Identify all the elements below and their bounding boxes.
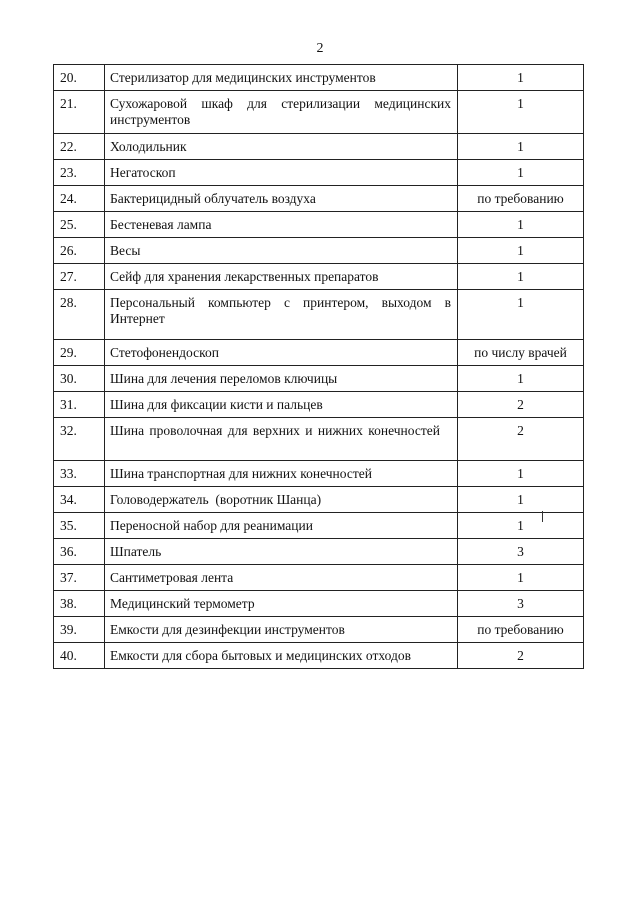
- item-name: Емкости для сбора бытовых и медицинских отходов: [105, 643, 458, 669]
- page-number: 2: [316, 41, 324, 56]
- row-number: 22.: [54, 134, 105, 160]
- item-quantity: 1: [458, 65, 584, 91]
- row-number: 35.: [54, 513, 105, 539]
- row-number: 27.: [54, 264, 105, 290]
- table-row: [54, 643, 584, 669]
- item-name: Бактерицидный облучатель воздуха: [105, 186, 458, 212]
- item-quantity: 1: [458, 238, 584, 264]
- item-name: Стетофонендоскоп: [105, 340, 458, 366]
- row-number: 20.: [54, 65, 105, 91]
- row-number: 38.: [54, 591, 105, 617]
- row-number: 29.: [54, 340, 105, 366]
- row-number: 33.: [54, 461, 105, 487]
- item-name: Шпатель: [105, 539, 458, 565]
- item-quantity: 1: [458, 160, 584, 186]
- row-number: 37.: [54, 565, 105, 591]
- row-number: 34.: [54, 487, 105, 513]
- row-number: 26.: [54, 238, 105, 264]
- item-name: Емкости для дезинфекции инструментов: [105, 617, 458, 643]
- table-row: [54, 617, 584, 643]
- table-row: [54, 238, 584, 264]
- table-row: [54, 290, 584, 340]
- item-name: Бестеневая лампа: [105, 212, 458, 238]
- row-number: 28.: [54, 290, 105, 340]
- table-row: [54, 392, 584, 418]
- table-row: [54, 539, 584, 565]
- item-name: Шина транспортная для нижних конечностей: [105, 461, 458, 487]
- item-name: Сантиметровая лента: [105, 565, 458, 591]
- table-row: [54, 366, 584, 392]
- table-row: [54, 212, 584, 238]
- table-row: [54, 565, 584, 591]
- item-name: Персональный компьютер с принтером, выходом в Интернет: [105, 290, 458, 340]
- item-name: Сейф для хранения лекарственных препаратов: [105, 264, 458, 290]
- item-quantity: 1: [458, 212, 584, 238]
- pen-mark: [542, 511, 543, 522]
- item-name: Весы: [105, 238, 458, 264]
- item-quantity: по числу врачей: [458, 340, 584, 366]
- item-name: Стерилизатор для медицинских инструментов: [105, 65, 458, 91]
- item-quantity: 1: [458, 264, 584, 290]
- table-row: [54, 340, 584, 366]
- item-quantity: 1: [458, 366, 584, 392]
- row-number: 30.: [54, 366, 105, 392]
- item-quantity: по требованию: [458, 617, 584, 643]
- item-quantity: 1: [458, 461, 584, 487]
- row-number: 40.: [54, 643, 105, 669]
- table-row: [54, 487, 584, 513]
- item-quantity: 2: [458, 643, 584, 669]
- item-quantity: 3: [458, 539, 584, 565]
- item-quantity: 1: [458, 134, 584, 160]
- row-number: 24.: [54, 186, 105, 212]
- item-quantity: 1: [458, 290, 584, 340]
- item-quantity: 2: [458, 418, 584, 461]
- item-quantity: 1: [458, 91, 584, 134]
- table-row: [54, 461, 584, 487]
- table-row: [54, 91, 584, 134]
- item-quantity: 1: [458, 565, 584, 591]
- table-row: [54, 134, 584, 160]
- item-name: Переносной набор для реанимации: [105, 513, 458, 539]
- table-row: [54, 186, 584, 212]
- item-quantity: по требованию: [458, 186, 584, 212]
- item-quantity: 2: [458, 392, 584, 418]
- row-number: 31.: [54, 392, 105, 418]
- table-row: [54, 513, 584, 539]
- item-name: Холодильник: [105, 134, 458, 160]
- item-name: Шина для лечения переломов ключицы: [105, 366, 458, 392]
- item-name: Медицинский термометр: [105, 591, 458, 617]
- row-number: 36.: [54, 539, 105, 565]
- item-name: Сухожаровой шкаф для стерилизации медицинских инструментов: [105, 91, 458, 134]
- table-row: [54, 65, 584, 91]
- row-number: 23.: [54, 160, 105, 186]
- item-quantity: 1: [458, 487, 584, 513]
- table-row: [54, 418, 584, 461]
- item-name: Головодержатель (воротник Шанца): [105, 487, 458, 513]
- item-name: Шина проволочная для верхних и нижних конечностей: [105, 418, 458, 461]
- row-number: 39.: [54, 617, 105, 643]
- item-quantity: 1: [458, 513, 584, 539]
- row-number: 21.: [54, 91, 105, 134]
- item-name: Шина для фиксации кисти и пальцев: [105, 392, 458, 418]
- item-name: Негатоскоп: [105, 160, 458, 186]
- row-number: 32.: [54, 418, 105, 461]
- equipment-table: [53, 64, 584, 669]
- table-row: [54, 264, 584, 290]
- row-number: 25.: [54, 212, 105, 238]
- table-row: [54, 591, 584, 617]
- table-row: [54, 160, 584, 186]
- item-quantity: 3: [458, 591, 584, 617]
